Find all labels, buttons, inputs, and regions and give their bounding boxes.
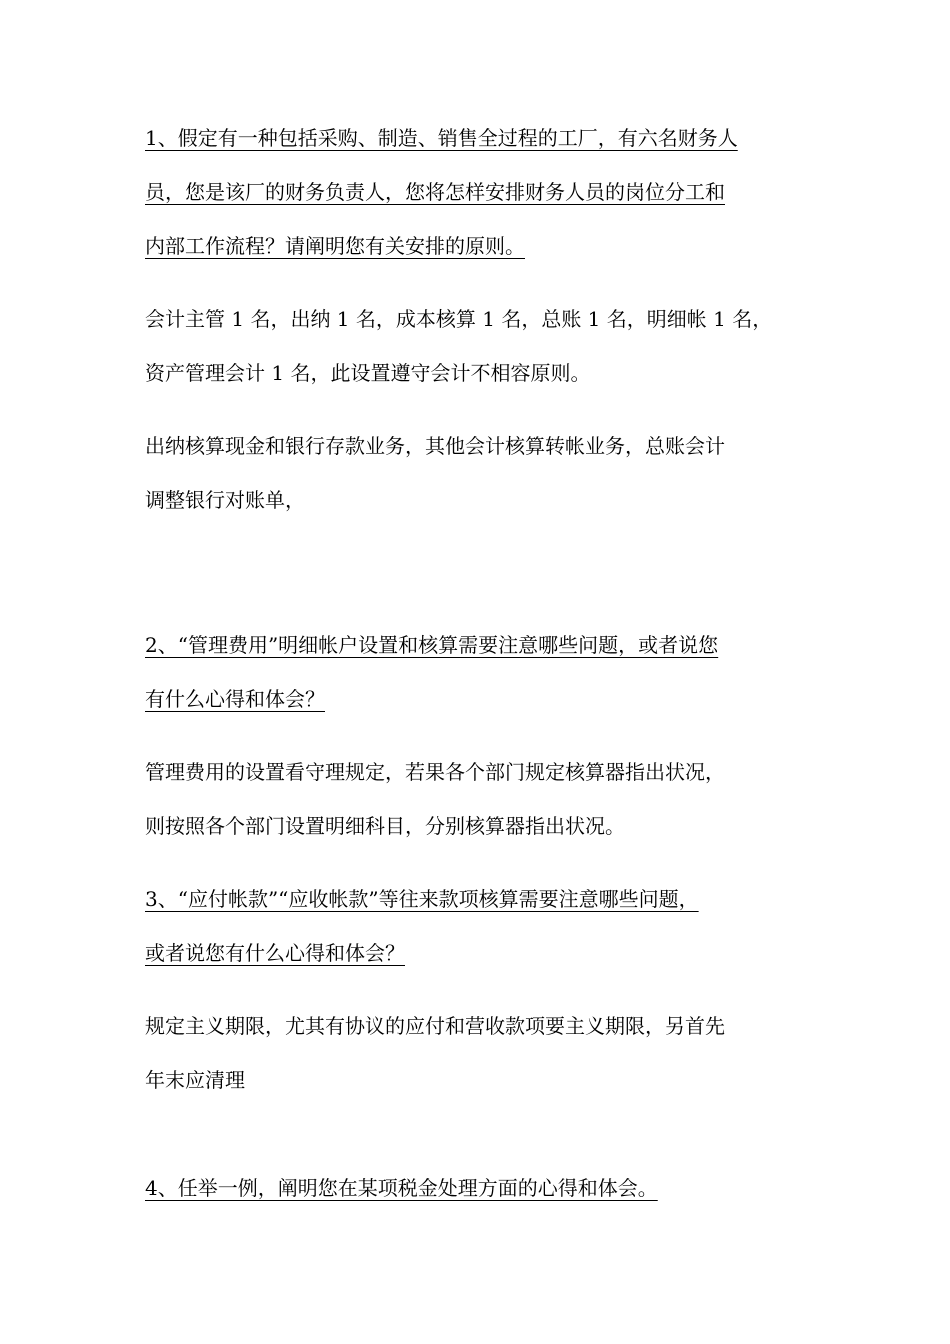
question-2-line-1: 2、“管理费用”明细帐户设置和核算需要注意哪些问题，或者说您 (145, 633, 719, 657)
question-1-line-2: 员，您是该厂的财务负责人，您将怎样安排财务人员的岗位分工和 (145, 180, 725, 204)
answer-2-p1-line-1: 管理费用的设置看守理规定，若果各个部门规定核算器指出状况， (145, 760, 725, 784)
answer-3-p1-line-1: 规定主义期限，尤其有协议的应付和营收款项要主义期限，另首先 (145, 1014, 725, 1038)
question-1-line-3: 内部工作流程？请阐明您有关安排的原则。 (145, 234, 525, 258)
answer-1-p2-line-2: 调整银行对账单， (145, 488, 305, 512)
question-4-line-1: 4、任举一例，阐明您在某项税金处理方面的心得和体会。 (145, 1176, 658, 1200)
answer-2-p1-line-2: 则按照各个部门设置明细科目，分别核算器指出状况。 (145, 814, 625, 838)
question-3-line-1: 3、“应付帐款”“应收帐款”等往来款项核算需要注意哪些问题， (145, 887, 699, 911)
question-1-line-1: 1、假定有一种包括采购、制造、销售全过程的工厂，有六名财务人 (145, 126, 738, 150)
answer-1-p1-line-2: 资产管理会计 1 名，此设置遵守会计不相容原则。 (145, 361, 591, 385)
answer-3-p1-line-2: 年末应清理 (145, 1068, 245, 1092)
question-2-line-2: 有什么心得和体会？ (145, 687, 325, 711)
answer-1-p1-line-1: 会计主管 1 名，出纳 1 名，成本核算 1 名，总账 1 名，明细帐 1 名， (145, 307, 773, 331)
answer-1-p2-line-1: 出纳核算现金和银行存款业务，其他会计核算转帐业务，总账会计 (145, 434, 725, 458)
question-3-line-2: 或者说您有什么心得和体会？ (145, 941, 405, 965)
